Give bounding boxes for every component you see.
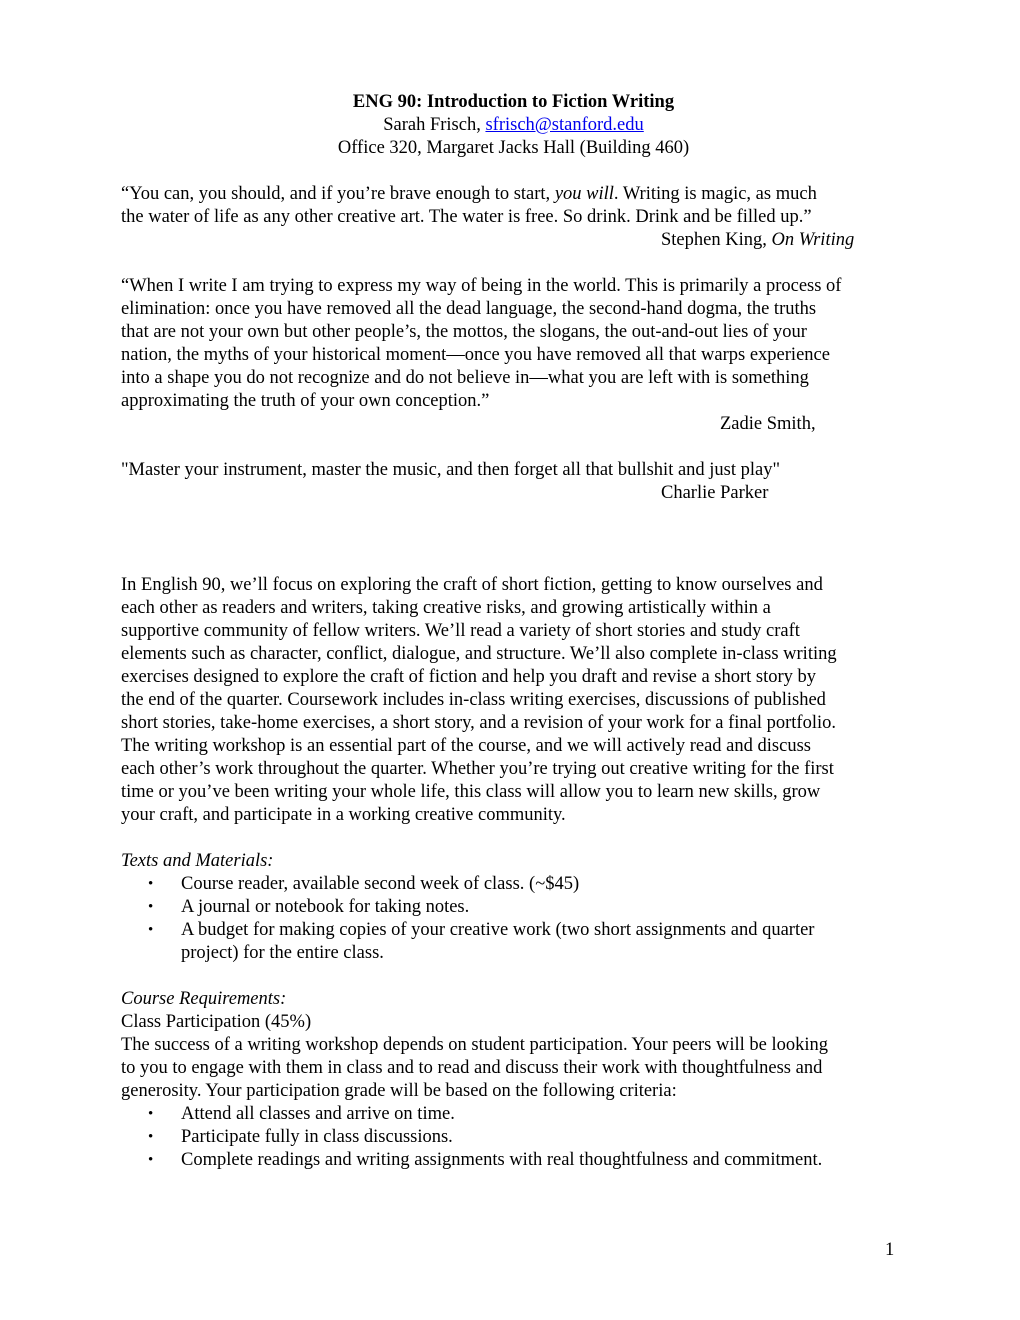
quote-2-line: approximating the truth of your own conception.” bbox=[121, 391, 490, 411]
instructor-line bbox=[121, 114, 906, 137]
requirements-line: to you to engage with them in class and to read and discuss their work with thoughtfulness and bbox=[121, 1058, 823, 1078]
office-location: Office 320, Margaret Jacks Hall (Building 460) bbox=[337, 138, 690, 158]
quote-2-attribution: Zadie Smith, bbox=[720, 414, 816, 434]
list-item: • Course reader, available second week of class. (~$45) bbox=[148, 874, 580, 894]
document-page bbox=[121, 91, 906, 1172]
bullet-icon: • bbox=[148, 1152, 154, 1168]
quote-2-line: elimination: once you have removed all the dead language, the second-hand dogma, the truths bbox=[121, 299, 817, 319]
bullet-icon: • bbox=[148, 876, 154, 892]
bullet-icon: • bbox=[148, 922, 154, 938]
bullet-icon: • bbox=[148, 1106, 154, 1122]
quote-2-line: that are not your own but other people’s, the mottos, the slogans, the out-and-out lies of your bbox=[121, 322, 807, 342]
list-item: • A budget for making copies of your creative work (two short assignments and quarter project) for the entire class. bbox=[148, 920, 815, 963]
quote-3-line: "Master your instrument, master the music, and then forget all that bullshit and just play" bbox=[121, 460, 781, 480]
quote-2-line: into a shape you do not recognize and do not believe in—what you are left with is something bbox=[121, 368, 809, 388]
list-item: • Complete readings and writing assignments with real thoughtfulness and commitment. bbox=[148, 1150, 823, 1170]
instructor-name: Sarah Frisch, bbox=[383, 115, 486, 135]
class-participation-subheading: Class Participation (45%) bbox=[121, 1012, 312, 1032]
quote-2-line: nation, the myths of your historical moment—once you have removed all that warps experience bbox=[121, 345, 830, 365]
list-item: • Attend all classes and arrive on time. bbox=[148, 1104, 455, 1124]
participation-criteria-list bbox=[121, 1103, 906, 1172]
quote-1-line-1: “You can, you should, and if you’re brave enough to start, you will. Writing is magic, as much bbox=[121, 184, 817, 204]
page-number: 1 bbox=[885, 1240, 895, 1260]
quote-1-line-2: the water of life as any other creative art. The water is free. So drink. Drink and be filled up.” bbox=[121, 207, 812, 227]
course-requirements-heading: Course Requirements: bbox=[121, 989, 287, 1009]
intro-paragraph: In English 90, we’ll focus on exploring the craft of short fiction, getting to know ourselves and each other as readers and writers, taking creative risks, and growing artistically within a supportive community of fellow writers. We’ll read a variety of short stories and study craft elements such as character, conflict, dialogue, and structure. We’ll also complete in-class writing exercises designed to explore the craft of fiction and help you draft and revise a short story by the end of the quarter. Coursework includes in-class writing exercises, discussions of published short stories, take-home exercises, a short story, and a revision of your work for a final portfolio. The writing workshop is an essential part of the course, and we will actively read and discuss each other’s work throughout the quarter. Whether you’re trying out creative writing for the first time or you’ve been writing your whole life, this class will allow you to learn new skills, grow your craft, and participate in a working creative community. bbox=[121, 575, 837, 825]
list-item: • A journal or notebook for taking notes. bbox=[148, 897, 470, 917]
bullet-icon: • bbox=[148, 899, 154, 915]
course-title: ENG 90: Introduction to Fiction Writing bbox=[352, 92, 675, 112]
quote-1-attribution: Stephen King, On Writing bbox=[661, 230, 855, 250]
quote-3-attribution: Charlie Parker bbox=[661, 483, 769, 503]
requirements-line: generosity. Your participation grade will be based on the following criteria: bbox=[121, 1081, 677, 1101]
texts-materials-list bbox=[121, 873, 906, 965]
requirements-line: The success of a writing workshop depends on student participation. Your peers will be looking bbox=[121, 1035, 828, 1055]
bullet-icon: • bbox=[148, 1129, 154, 1145]
texts-materials-heading: Texts and Materials: bbox=[121, 851, 274, 871]
quote-2-line: “When I write I am trying to express my way of being in the world. This is primarily a process of bbox=[121, 276, 842, 296]
instructor-email-link[interactable]: sfrisch@stanford.edu bbox=[485, 115, 644, 135]
list-item: • Participate fully in class discussions. bbox=[148, 1127, 453, 1147]
